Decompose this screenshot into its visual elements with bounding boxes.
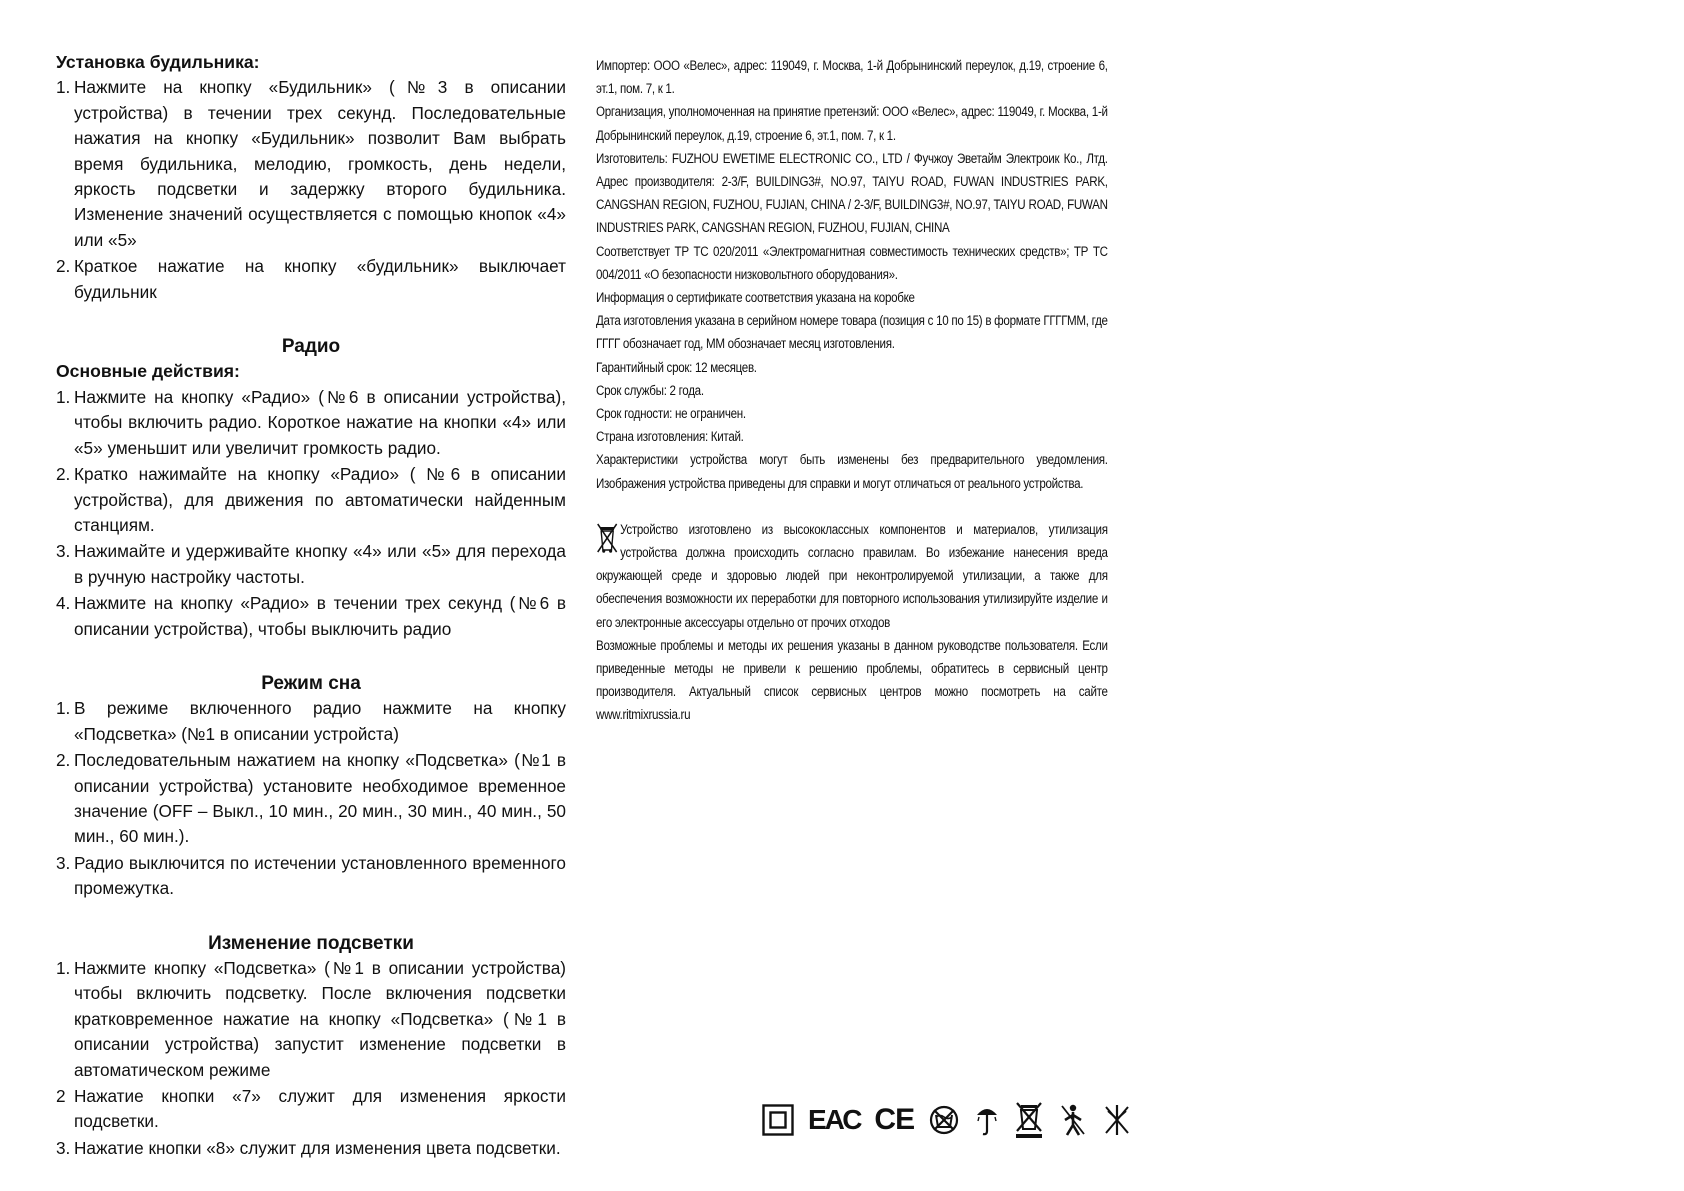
shelf-life-info: Срок годности: не ограничен. bbox=[596, 406, 746, 422]
weee-bin-icon bbox=[596, 520, 618, 556]
no-wash-icon bbox=[928, 1104, 960, 1136]
list-item: 1. Нажмите на кнопку «Будильник» (№3 в описании устройства) в течении трех секунд. Последовательные нажатия на кнопку «Будильник» позволит Вам выбрать время будильника, мелодию, громкость, день недели, яркость подсветки и задержку второго будильника. Изменение значений осуществляется с помощью кнопок «4» или «5» bbox=[56, 77, 566, 250]
list-item: 1. В режиме включенного радио нажмите на кнопку «Подсветка» (№1 в описании устройста) bbox=[56, 698, 566, 744]
eac-mark: ЕАС bbox=[808, 1104, 861, 1135]
keep-dry-icon bbox=[974, 1103, 1000, 1137]
list-item: 2. Краткое нажатие на кнопку «будильник» выключает будильник bbox=[56, 256, 566, 302]
radio-steps bbox=[56, 385, 566, 642]
list-item: 3. Радио выключится по истечении установленного временного промежутка. bbox=[56, 852, 566, 899]
sleep-section bbox=[56, 671, 566, 902]
list-item: 2. Последовательным нажатием на кнопку «Подсветка» (№1 в описании устройства) установите необходимое временное значение (OFF – Выкл., 10 мин., 20 мин., 30 мин., 40 мин., 50 мин., 60 мин.). bbox=[56, 750, 566, 847]
radio-subheading: Основные действия: bbox=[56, 361, 240, 382]
claims-organization: Организация, уполномоченная на принятие претензий: ООО «Велес», адрес: 119049, г. Москва, 1-й Добрынинский переулок, д.19, строение 6, эт.1, пом. 7, к 1. bbox=[596, 104, 1108, 143]
list-item: 2. Кратко нажимайте на кнопку «Радио» ( №6 в описании устройства), для движения по автоматически найденным станциям. bbox=[56, 464, 566, 535]
service-life-info: Срок службы: 2 года. bbox=[596, 382, 704, 398]
warranty-info: Гарантийный срок: 12 месяцев. bbox=[596, 359, 757, 375]
support-info: Возможные проблемы и методы их решения указаны в данном руководстве пользователя. Если приведенные методы не привели к решению проблемы, обратитесь в сервисный центр производителя. Актуальный список сервисных центров можно посмотреть на сайте www.ritmixrussia.ru bbox=[596, 637, 1108, 723]
list-item: 1. Нажмите кнопку «Подсветка» (№1 в описании устройства) чтобы включить подсветку. После включения подсветки кратковременное нажатие на кнопку «Подсветка» (№1 в описании устройства) запустит изменение подсветки в автоматическом режиме bbox=[56, 958, 566, 1080]
certificate-info: Информация о сертификате соответствия указана на коробке bbox=[596, 290, 915, 306]
list-item: 3. Нажатие кнопки «8» служит для изменения цвета подсветки. bbox=[56, 1137, 561, 1158]
sleep-heading: Режим сна bbox=[261, 672, 361, 694]
alarm-section bbox=[56, 50, 566, 305]
fragile-icon bbox=[1058, 1103, 1088, 1137]
alarm-steps bbox=[56, 75, 566, 305]
compliance-info: Соответствует ТР ТС 020/2011 «Электромагнитная совместимость технических средств»; ТР ТС 004/2011 «О безопасности низковольтного оборудования». bbox=[596, 243, 1108, 282]
list-item: 1. Нажмите на кнопку «Радио» (№6 в описании устройства), чтобы включить радио. Короткое нажатие на кнопки «4» или «5» уменьшит или увеличит громкость радио. bbox=[56, 386, 566, 458]
backlight-steps bbox=[56, 956, 566, 1161]
backlight-section bbox=[56, 931, 566, 1162]
importer-info: Импортер: ООО «Велес», адрес: 119049, г. Москва, 1-й Добрынинский переулок, д.19, строение 6, эт.1, пом. 7, к 1. bbox=[596, 58, 1108, 97]
list-item: 4. Нажмите на кнопку «Радио» в течении трех секунд (№6 в описании устройства), чтобы выключить радио bbox=[56, 593, 566, 639]
double-insulation-icon bbox=[762, 1104, 794, 1136]
list-item: 3. Нажимайте и удерживайте кнопку «4» или «5» для перехода в ручную настройку частоты. bbox=[56, 541, 566, 587]
weee-bin-icon bbox=[1014, 1101, 1044, 1139]
manufacturer-info: Изготовитель: FUZHOU EWETIME ELECTRONIC CO., LTD / Фучжоу Эветайм Электроик Ко., Лтд. Адрес производителя: 2-3/F, BUILDING3#, NO.97, TAIYU ROAD, FUWAN INDUSTRIES PARK, CANGSHAN REGION, FUZHOU, FUJIAN, CHINA / 2-3/F, BUILDING3#, NO.97, TAIYU ROAD, FUWAN INDUSTRIES PARK, CANGSHAN REGION, FUZHOU, FUJIAN, CHINA bbox=[596, 150, 1108, 236]
radio-heading: Радио bbox=[281, 336, 341, 358]
radio-section bbox=[56, 334, 566, 642]
right-column bbox=[596, 54, 1108, 727]
backlight-heading: Изменение подсветки bbox=[208, 932, 414, 954]
no-stack-icon bbox=[1102, 1103, 1132, 1137]
list-item: 2 Нажатие кнопки «7» служит для изменения яркости подсветки. bbox=[56, 1086, 566, 1132]
sleep-steps bbox=[56, 696, 566, 901]
alarm-heading: Установка будильника: bbox=[56, 52, 260, 72]
left-column bbox=[56, 50, 566, 1162]
ce-mark: CE bbox=[874, 1103, 915, 1136]
disposal-info: Устройство изготовлено из высококлассных компонентов и материалов, утилизация устройства должна происходить согласно правилам. Во избежание нанесения вреда окружающей среде и здоровью людей при неконтролируемой утилизации, а также для обеспечения возможности их переработки для повторного использования утилизируйте изделие и его электронные аксессуары отдельно от прочих отходов bbox=[596, 521, 1108, 630]
country-info: Страна изготовления: Китай. bbox=[596, 429, 744, 445]
certification-marks bbox=[762, 1100, 1132, 1140]
manufacture-date-info: Дата изготовления указана в серийном номере товара (позиция с 10 по 15) в формате ГГГГММ, где ГГГГ обозначает год, ММ обозначает месяц изготовления. bbox=[596, 313, 1108, 352]
specs-disclaimer: Характеристики устройства могут быть изменены без предварительного уведомления. Изображения устройства приведены для справки и могут отличаться от реального устройства. bbox=[596, 452, 1108, 491]
